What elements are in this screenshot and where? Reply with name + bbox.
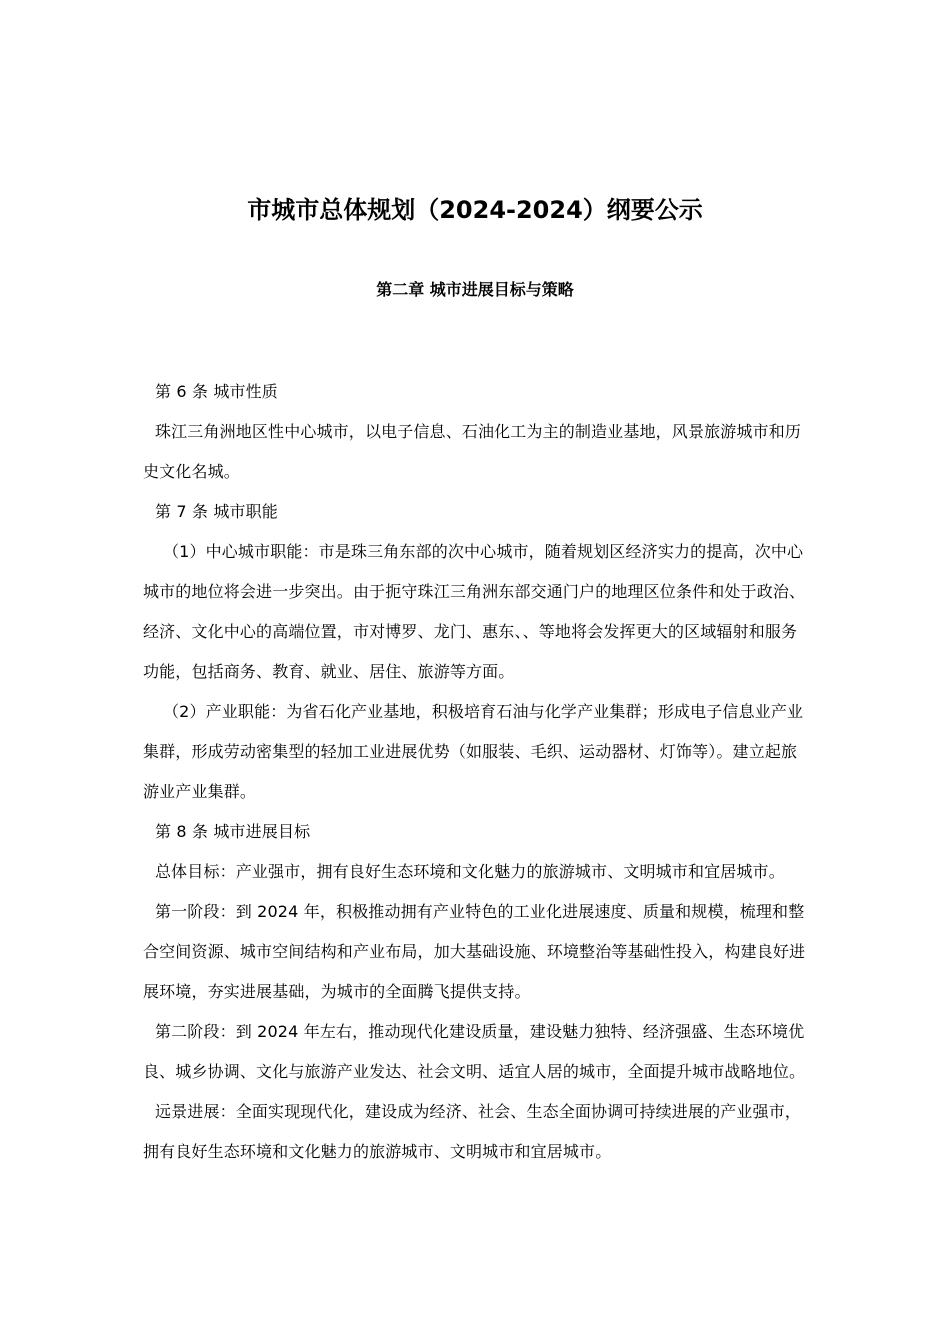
paragraph-city-nature: 珠江三角洲地区性中心城市，以电子信息、石油化工为主的制造业基地，风景旅游城市和历史文化名城。 <box>143 422 802 481</box>
paragraph-long-term: 远景进展：全面实现现代化，建设成为经济、社会、生态全面协调可持续进展的产业强市，拥有良好生态环境和文化魅力的旅游城市、文明城市和宜居城市。 <box>143 1102 802 1161</box>
article-heading-8: 第 8 条 城市进展目标 <box>155 822 311 841</box>
chapter-title: 第二章 城市进展目标与策略 <box>376 280 574 299</box>
paragraph-center-function: （1）中心城市职能：市是珠三角东部的次中心城市，随着规划区经济实力的提高，次中心城市的地位将会进一步突出。由于扼守珠江三角洲东部交通门户的地理区位条件和处于政治、经济、文化中心的高端位置，市对博罗、龙门、惠东、、等地将会发挥更大的区域辐射和服务功能，包括商务、教育、就业、居住、旅游等方面。 <box>143 542 806 681</box>
paragraph-stage-one: 第一阶段：到 2024 年，积极推动拥有产业特色的工业化进展速度、质量和规模，梳理和整合空间资源、城市空间结构和产业布局，加大基础设施、环境整治等基础性投入，构建良好进展环境，夯实进展基础，为城市的全面腾飞提供支持。 <box>143 902 806 1001</box>
paragraph-stage-two: 第二阶段：到 2024 年左右，推动现代化建设质量，建设魅力独特、经济强盛、生态环境优良、城乡协调、文化与旅游产业发达、社会文明、适宜人居的城市，全面提升城市战略地位。 <box>143 1022 806 1081</box>
article-heading-7: 第 7 条 城市职能 <box>155 502 278 521</box>
document-title: 市城市总体规划（2024-2024）纲要公示 <box>247 196 703 224</box>
article-heading-6: 第 6 条 城市性质 <box>155 382 278 401</box>
paragraph-overall-goal: 总体目标：产业强市，拥有良好生态环境和文化魅力的旅游城市、文明城市和宜居城市。 <box>155 862 785 881</box>
document-body <box>143 372 807 1172</box>
paragraph-industry-function: （2）产业职能：为省石化产业基地，积极培育石油与化学产业集群；形成电子信息业产业集群，形成劳动密集型的轻加工业进展优势（如服装、毛织、运动器材、灯饰等）。建立起旅游业产业集群。 <box>143 702 804 801</box>
